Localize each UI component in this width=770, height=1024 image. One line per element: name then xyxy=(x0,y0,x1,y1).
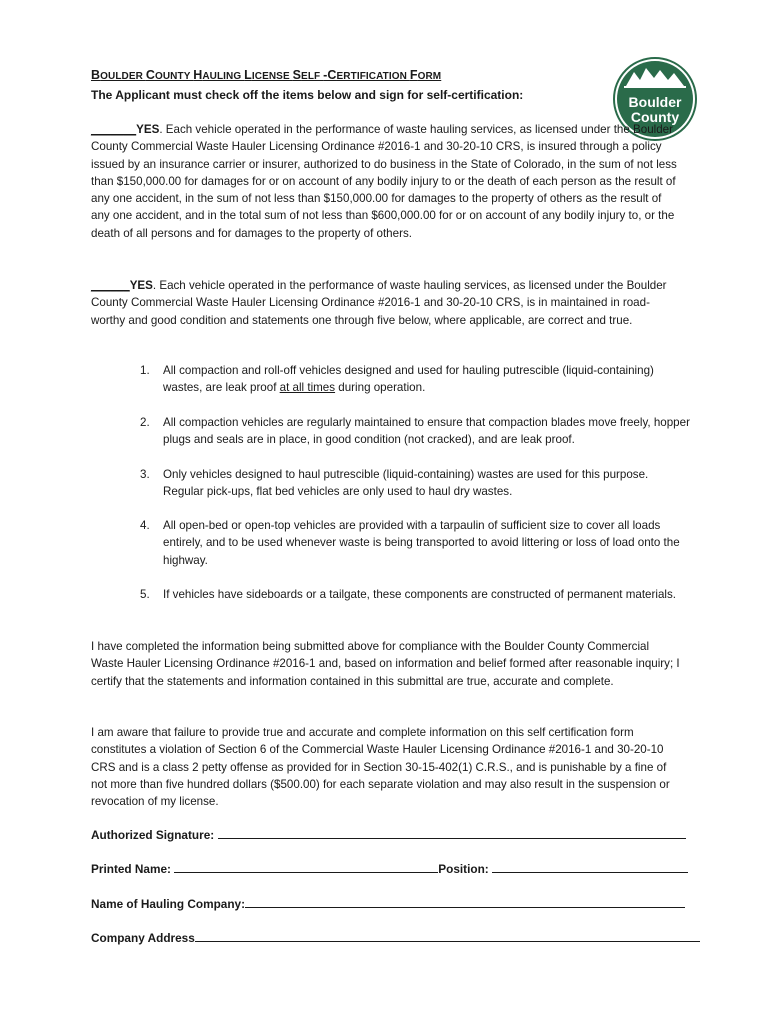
insurance-item: _______YES. Each vehicle operated in the performance of waste hauling services, as licensed under the Boulder County Commercial Waste Hauler Licensing Ordinance #2016-1 and 30-20-10 CRS, is insured through a policy issued by an insurance carrier or insurer, authorized to do business in the State of Colorado, in the sum of not less than $150,000.00 for damages for or on account of any bodily injury to or the death of each person as the result of any one accident, in the sum of not less than $150,000.00 for damages to the property of others as the result of any one accident, and in the total sum of not less than $600,000.00 for or on account of any bodily injury to, or the death of all persons and for damages to the property of others. xyxy=(91,123,677,240)
list-item: 2. All compaction vehicles are regularly maintained to ensure that compaction blades move freely, hopper plugs and seals are in place, in good condition (not cracked), and are leak proof. xyxy=(140,416,690,447)
list-item: 5. If vehicles have sideboards or a tailgate, these components are constructed of permanent materials. xyxy=(140,588,676,601)
form-instructions: The Applicant must check off the items below and sign for self-certification: xyxy=(91,88,524,102)
checkbox-blank[interactable]: ______ xyxy=(91,279,130,292)
certification-statement: I have completed the information being submitted above for compliance with the Boulder County Commercial Waste Hauler Licensing Ordinance #2016-1 and, based on information and belief formed after reasonable inquiry; I certify that the statements and information contained in this submittal are true, accurate and complete. xyxy=(91,640,680,688)
list-item: 1. All compaction and roll-off vehicles designed and used for hauling putrescible (liquid-containing) wastes, are leak proof at all times during operation. xyxy=(140,364,654,395)
logo-text-county: County xyxy=(630,109,680,125)
hauling-company-field[interactable]: Name of Hauling Company: xyxy=(91,896,685,911)
logo-text-boulder: Boulder xyxy=(628,94,682,110)
printed-name-line[interactable] xyxy=(174,861,438,873)
numbered-list xyxy=(140,517,690,569)
company-address-line[interactable] xyxy=(195,930,700,942)
signature-field[interactable]: Authorized Signature: xyxy=(91,827,686,842)
position-line[interactable] xyxy=(492,861,688,873)
signature-line[interactable] xyxy=(218,827,686,839)
yes-label: YES xyxy=(136,123,160,136)
numbered-list xyxy=(140,362,690,397)
numbered-list xyxy=(140,466,690,501)
yes-label: YES xyxy=(129,279,153,292)
list-item: 3. Only vehicles designed to haul putrescible (liquid-containing) wastes are used for this purpose. Regular pick-ups, flat bed vehicles are only used to haul dry wastes. xyxy=(140,468,649,499)
company-address-field[interactable]: Company Address xyxy=(91,930,700,945)
numbered-list xyxy=(140,586,690,603)
form-title: BOULDER COUNTY HAULING LICENSE SELF -CERTIFICATION FORM xyxy=(91,68,442,82)
checkbox-blank[interactable]: _______ xyxy=(91,123,137,136)
numbered-list xyxy=(140,414,690,449)
list-item: 4. All open-bed or open-top vehicles are provided with a tarpaulin of sufficient size to cover all loads entirely, and to be used whenever waste is being transported to avoid littering or loss of load onto the highway. xyxy=(140,519,680,567)
printed-name-field[interactable]: Printed Name: Position: xyxy=(91,861,688,876)
penalty-statement: I am aware that failure to provide true and accurate and complete information on this self certification form constitutes a violation of Section 6 of the Commercial Waste Hauler Licensing Ordinance #2016-1 and 30-20-10 CRS and is a class 2 petty offense as provided for in Section 30-15-402(1) C.R.S., and is punishable by a fine of not more than five hundred dollars ($500.00) for each separate violation and may also result in the suspension or revocation of my license. xyxy=(91,726,670,809)
hauling-company-line[interactable] xyxy=(245,896,685,908)
maintenance-item: ______YES. Each vehicle operated in the performance of waste hauling services, as licensed under the Boulder County Commercial Waste Hauler Licensing Ordinance #2016-1 and 30-20-10 CRS, is in maintained in road-worthy and good condition and statements one through five below, where applicable, are correct and true. xyxy=(91,279,667,327)
